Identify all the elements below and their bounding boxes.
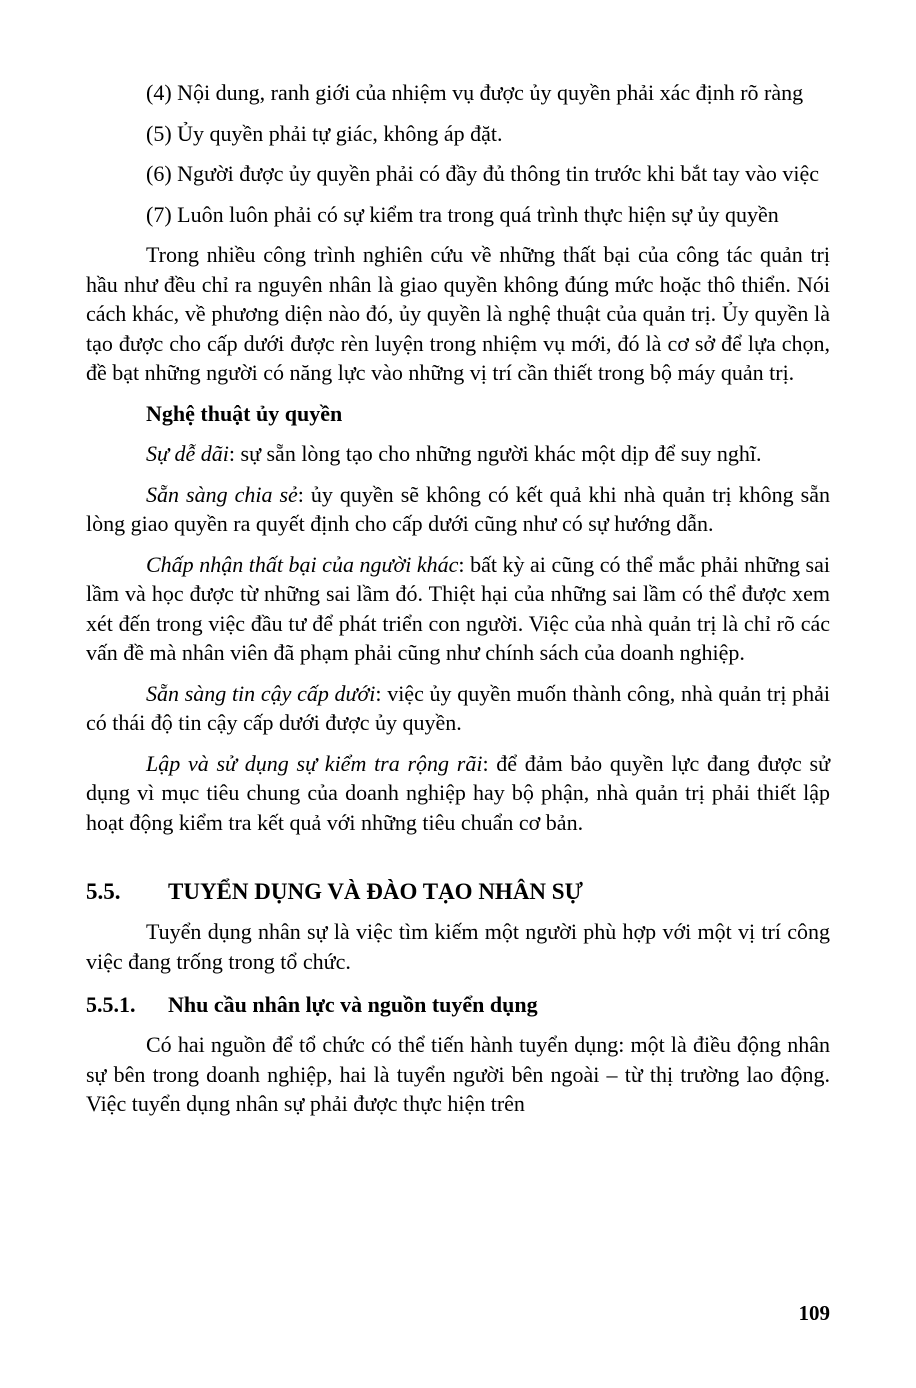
art-3-lead: Chấp nhận thất bại của người khác [146, 551, 459, 577]
page-number: 109 [798, 1301, 830, 1325]
paragraph-art-4 [86, 679, 830, 738]
paragraph-art-5 [86, 749, 830, 838]
section-heading-5-5-1 [86, 990, 830, 1020]
document-page [86, 78, 830, 1130]
paragraph-rule-6: (6) Người được ủy quyền phải có đầy đủ thông tin trước khi bắt tay vào việc [146, 161, 820, 186]
art-5-lead: Lập và sử dụng sự kiểm tra rộng rãi [146, 750, 483, 776]
art-1-lead: Sự dễ dãi [146, 441, 229, 466]
paragraph-art-2 [86, 480, 830, 539]
section-number: 5.5. [86, 879, 121, 904]
section-heading-5-5 [86, 877, 830, 907]
subsection-number: 5.5.1. [86, 992, 136, 1017]
paragraph-art-1 [86, 439, 830, 469]
paragraph-art-3 [86, 550, 830, 668]
paragraph-research: Trong nhiều công trình nghiên cứu về những thất bại của công tác quản trị hầu như đều chỉ ra nguyên nhân là giao quyền không đúng mức hoặc thô thiển. Nói cách khác, về phương diện nào đó, ủy quyền là nghệ thuật của quản trị. Ủy quyền là tạo được cho cấp dưới được rèn luyện trong nhiệm vụ mới, đó là cơ sở để lựa chọn, đề bạt những người có năng lực vào những vị trí cần thiết trong bộ máy quản trị. [86, 242, 830, 385]
paragraph-rule-4: (4) Nội dung, ranh giới của nhiệm vụ được ủy quyền phải xác định rõ ràng [146, 80, 804, 105]
paragraph-recruitment-intro: Tuyển dụng nhân sự là việc tìm kiếm một người phù hợp với một vị trí công việc đang trống trong tổ chức. [86, 919, 830, 974]
art-4-lead: Sẵn sàng tin cậy cấp dưới [146, 680, 376, 706]
heading-art-of-delegation: Nghệ thuật ủy quyền [146, 400, 343, 426]
subsection-title: Nhu cầu nhân lực và nguồn tuyển dụng [168, 992, 538, 1017]
section-title: TUYỂN DỤNG VÀ ĐÀO TẠO NHÂN SỰ [168, 879, 583, 904]
paragraph-rule-7: (7) Luôn luôn phải có sự kiểm tra trong quá trình thực hiện sự ủy quyền [146, 201, 779, 227]
art-1-text: : sự sẵn lòng tạo cho những người khác một dịp để suy nghĩ. [228, 441, 762, 466]
paragraph-rule-5: (5) Ủy quyền phải tự giác, không áp đặt. [146, 120, 503, 146]
art-2-text: : ủy quyền sẽ không có kết quả khi nhà quản trị không sẵn lòng giao quyền ra quyết định cho cấp dưới cũng như có sự hướng dẫn. [86, 481, 831, 536]
art-2-lead: Sẵn sàng chia sẻ [146, 481, 298, 507]
art-4-text: : việc ủy quyền muốn thành công, nhà quản trị phải có thái độ tin cậy cấp dưới được ủy quyền. [86, 680, 831, 735]
art-5-text: : để đảm bảo quyền lực đang được sử dụng vì mục tiêu chung của doanh nghiệp hay bộ phận, nhà quản trị phải thiết lập hoạt động kiểm tra kết quả với những tiêu chuẩn cơ bản. [86, 750, 830, 835]
art-3-text: : bất kỳ ai cũng có thể mắc phải những sai lầm và học được từ những sai lầm đó. Thiệt hại của những sai lầm có thể được xem xét đến trong việc đầu tư để phát triển con người. Việc của nhà quản trị là chỉ rõ các vấn đề mà nhân viên đã phạm phải cũng như chính sách của doanh nghiệp. [86, 551, 830, 665]
paragraph-recruitment-sources: Có hai nguồn để tổ chức có thể tiến hành tuyển dụng: một là điều động nhân sự bên trong doanh nghiệp, hai là tuyển người bên ngoài – từ thị trường lao động. Việc tuyển dụng nhân sự phải được thực hiện trên [86, 1032, 830, 1116]
